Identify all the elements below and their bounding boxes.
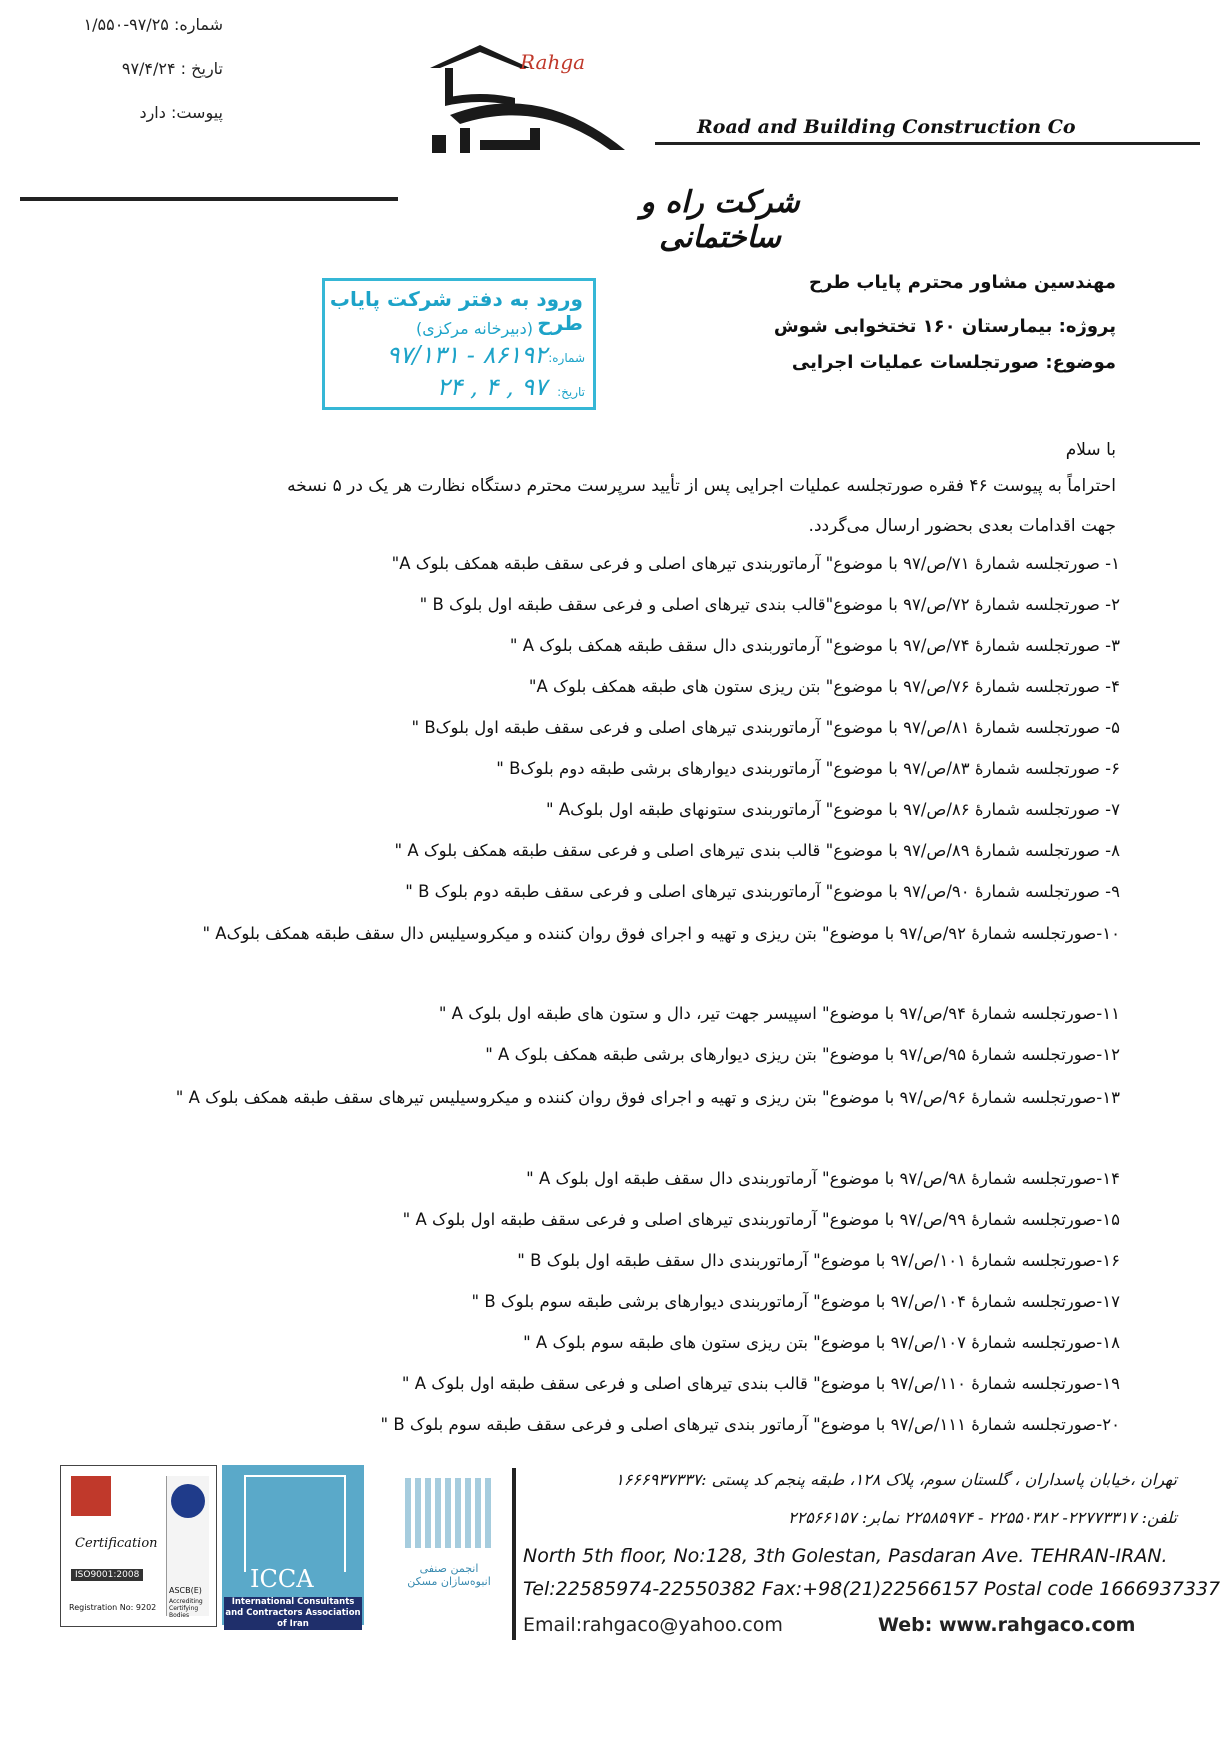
list-item: ۱۵-صورتجلسه شمارهٔ ۹۹/ص/۹۷ با موضوع" آرماتوربندی تیرهای اصلی و فرعی سقف طبقه اول بلوک A "	[402, 1210, 1120, 1229]
list-item: ۳- صورتجلسه شمارهٔ ۷۴/ص/۹۷ با موضوع" آرماتوربندی دال سقف طبقه همکف بلوک A "	[509, 636, 1120, 655]
registration-number: Registration No: 9202	[69, 1603, 157, 1612]
ascb-sublabel: Accrediting Certifying Bodies	[169, 1598, 203, 1619]
list-item: ۶- صورتجلسه شمارهٔ ۸۳/ص/۹۷ با موضوع" آرماتوربندی دیوارهای برشی طبقه دوم بلوکB "	[496, 759, 1120, 778]
icca-building-icon	[244, 1475, 346, 1572]
list-item: ۱۹-صورتجلسه شمارهٔ ۱۱۰/ص/۹۷ با موضوع" قالب بندی تیرهای اصلی و فرعی سقف طبقه اول بلوک A "	[401, 1374, 1120, 1393]
list-item: ۱۲-صورتجلسه شمارهٔ ۹۵/ص/۹۷ با موضوع" بتن ریزی دیوارهای برشی طبقه همکف بلوک A "	[485, 1045, 1120, 1064]
website-link[interactable]: Web: www.rahgaco.com	[878, 1614, 1136, 1636]
certification-label: Certification	[75, 1536, 158, 1551]
certification-logo-mark	[71, 1476, 111, 1516]
subject-line: موضوع: صورتجلسات عملیات اجرایی	[791, 352, 1116, 373]
list-item: ۱۶-صورتجلسه شمارهٔ ۱۰۱/ص/۹۷ با موضوع" آرماتوربندی دال سقف طبقه اول بلوک B "	[517, 1251, 1120, 1270]
stamp-date-value: ۹۷ , ۴ , ۲۴	[436, 373, 547, 401]
footer-divider	[512, 1468, 516, 1640]
list-item: ۱- صورتجلسه شمارهٔ ۷۱/ص/۹۷ با موضوع" آرماتوربندی تیرهای اصلی و فرعی سقف طبقه همکف بلوک A"	[391, 554, 1120, 573]
icca-label: ICCA	[250, 1565, 314, 1593]
stamp-subtitle: (دبیرخانه مرکزی)	[416, 319, 533, 338]
list-item: ۱۱-صورتجلسه شمارهٔ ۹۴/ص/۹۷ با موضوع" اسپیسر جهت تیر، دال و ستون های طبقه اول بلوک A "	[438, 1004, 1120, 1023]
list-item: ۸- صورتجلسه شمارهٔ ۸۹/ص/۹۷ با موضوع" قالب بندی تیرهای اصلی و فرعی سقف طبقه همکف بلوک A "	[394, 841, 1120, 860]
icca-badge	[222, 1465, 364, 1629]
stamp-date-label: تاریخ:	[557, 385, 585, 399]
intro-paragraph-line-1: احتراماً به پیوست ۴۶ فقره صورتجلسه عملیات اجرایی پس از تأیید سرپرست محترم دستگاه نظارت هر یک در ۵ نسخه	[287, 476, 1116, 496]
header-rule-right	[655, 142, 1200, 145]
anjoman-logo	[395, 1470, 503, 1620]
letter-date: تاریخ : ۹۷/۴/۲۴	[121, 59, 223, 78]
address-english: North 5th floor, No:128, 3th Golestan, Pasdaran Ave. TEHRAN-IRAN.	[523, 1545, 1168, 1567]
company-name-persian: شرکت راه و ساختمانی	[640, 185, 800, 255]
header-rule-left	[20, 197, 398, 201]
list-item: ۲۰-صورتجلسه شمارهٔ ۱۱۱/ص/۹۷ با موضوع" آرماتور بندی تیرهای اصلی و فرعی سقف طبقه سوم بلوک B "	[380, 1415, 1120, 1434]
list-item: ۱۸-صورتجلسه شمارهٔ ۱۰۷/ص/۹۷ با موضوع" بتن ریزی ستون های طبقه سوم بلوک A "	[523, 1333, 1120, 1352]
logo-script-text: Rahga	[520, 50, 586, 74]
anjoman-building-icon	[405, 1478, 495, 1548]
phone-persian: تلفن: ۲۲۷۷۳۳۱۷- ۲۲۵۵۰۳۸۲ - ۲۲۵۸۵۹۷۴ نمابر: ۲۲۵۶۶۱۵۷	[788, 1508, 1177, 1527]
eu-stars-icon	[171, 1484, 205, 1518]
stamp-number-value: ۸۶۱۹۲ - ۹۷/۱۳۱	[386, 341, 547, 369]
icca-sublabel: International Consultants and Contractors Association of Iran	[225, 1597, 361, 1629]
phone-english: Tel:22585974-22550382 Fax:+98(21)22566157 Postal code 1666937337	[523, 1578, 1221, 1600]
letter-attachment: پیوست: دارد	[139, 103, 223, 122]
project-line: پروژه: بیمارستان ۱۶۰ تختخوابی شوش	[773, 316, 1116, 337]
list-item: ۹- صورتجلسه شمارهٔ ۹۰/ص/۹۷ با موضوع" آرماتوربندی تیرهای اصلی و فرعی سقف طبقه دوم بلوک B "	[405, 882, 1120, 901]
list-item: ۵- صورتجلسه شمارهٔ ۸۱/ص/۹۷ با موضوع" آرماتوربندی تیرهای اصلی و فرعی سقف طبقه اول بلوکB "	[411, 718, 1120, 737]
iso-certification-badge	[60, 1465, 217, 1627]
greeting: با سلام	[1065, 440, 1116, 460]
list-item: ۱۷-صورتجلسه شمارهٔ ۱۰۴/ص/۹۷ با موضوع" آرماتوربندی دیوارهای برشی طبقه سوم بلوک B "	[471, 1292, 1120, 1311]
stamp-number-label: شماره:	[548, 351, 585, 365]
address-persian: تهران ،خیابان پاسداران ، گلستان سوم، پلاک ۱۲۸، طبقه پنجم کد پستی :۱۶۶۶۹۳۷۳۳۷	[615, 1470, 1177, 1489]
intro-paragraph-line-2: جهت اقدامات بعدی بحضور ارسال می‌گردد.	[808, 516, 1116, 536]
list-item: ۷- صورتجلسه شمارهٔ ۸۶/ص/۹۷ با موضوع" آرماتوربندی ستونهای طبقه اول بلوکA "	[545, 800, 1120, 819]
list-item: ۱۰-صورتجلسه شمارهٔ ۹۲/ص/۹۷ با موضوع" بتن ریزی و تهیه و اجرای فوق روان کننده و میکروسیلیس دال سقف طبقه همکف بلوکA "	[202, 924, 1120, 943]
ascb-label: ASCB(E)	[169, 1586, 202, 1595]
ascb-badge	[166, 1476, 209, 1619]
iso-label: ISO9001:2008	[71, 1569, 143, 1581]
list-item: ۴- صورتجلسه شمارهٔ ۷۶/ص/۹۷ با موضوع" بتن ریزی ستون های طبقه همکف بلوک A"	[528, 677, 1120, 696]
list-item: ۱۴-صورتجلسه شمارهٔ ۹۸/ص/۹۷ با موضوع" آرماتوربندی دال سقف طبقه اول بلوک A "	[526, 1169, 1120, 1188]
company-name-english: Road and Building Construction Co	[697, 116, 1076, 138]
recipient: مهندسین مشاور محترم پایاب طرح	[809, 272, 1116, 293]
receipt-stamp	[322, 278, 596, 410]
list-item: ۲- صورتجلسه شمارهٔ ۷۲/ص/۹۷ با موضوع"قالب بندی تیرهای اصلی و فرعی سقف طبقه اول بلوک B "	[419, 595, 1120, 614]
list-item: ۱۳-صورتجلسه شمارهٔ ۹۶/ص/۹۷ با موضوع" بتن ریزی و تهیه و اجرای فوق روان کننده و میکروسیلیس تیرهای سقف طبقه همکف بلوک A "	[175, 1088, 1120, 1107]
anjoman-label: انجمن صنفی انبوه‌سازان مسکن	[407, 1562, 491, 1588]
stamp-title: ورود به دفتر شرکت پایاب طرح	[329, 287, 583, 335]
letter-number: شماره: ۹۷/۲۵-۱/۵۵۰	[83, 15, 223, 34]
email-link[interactable]: Email:rahgaco@yahoo.com	[523, 1614, 783, 1636]
